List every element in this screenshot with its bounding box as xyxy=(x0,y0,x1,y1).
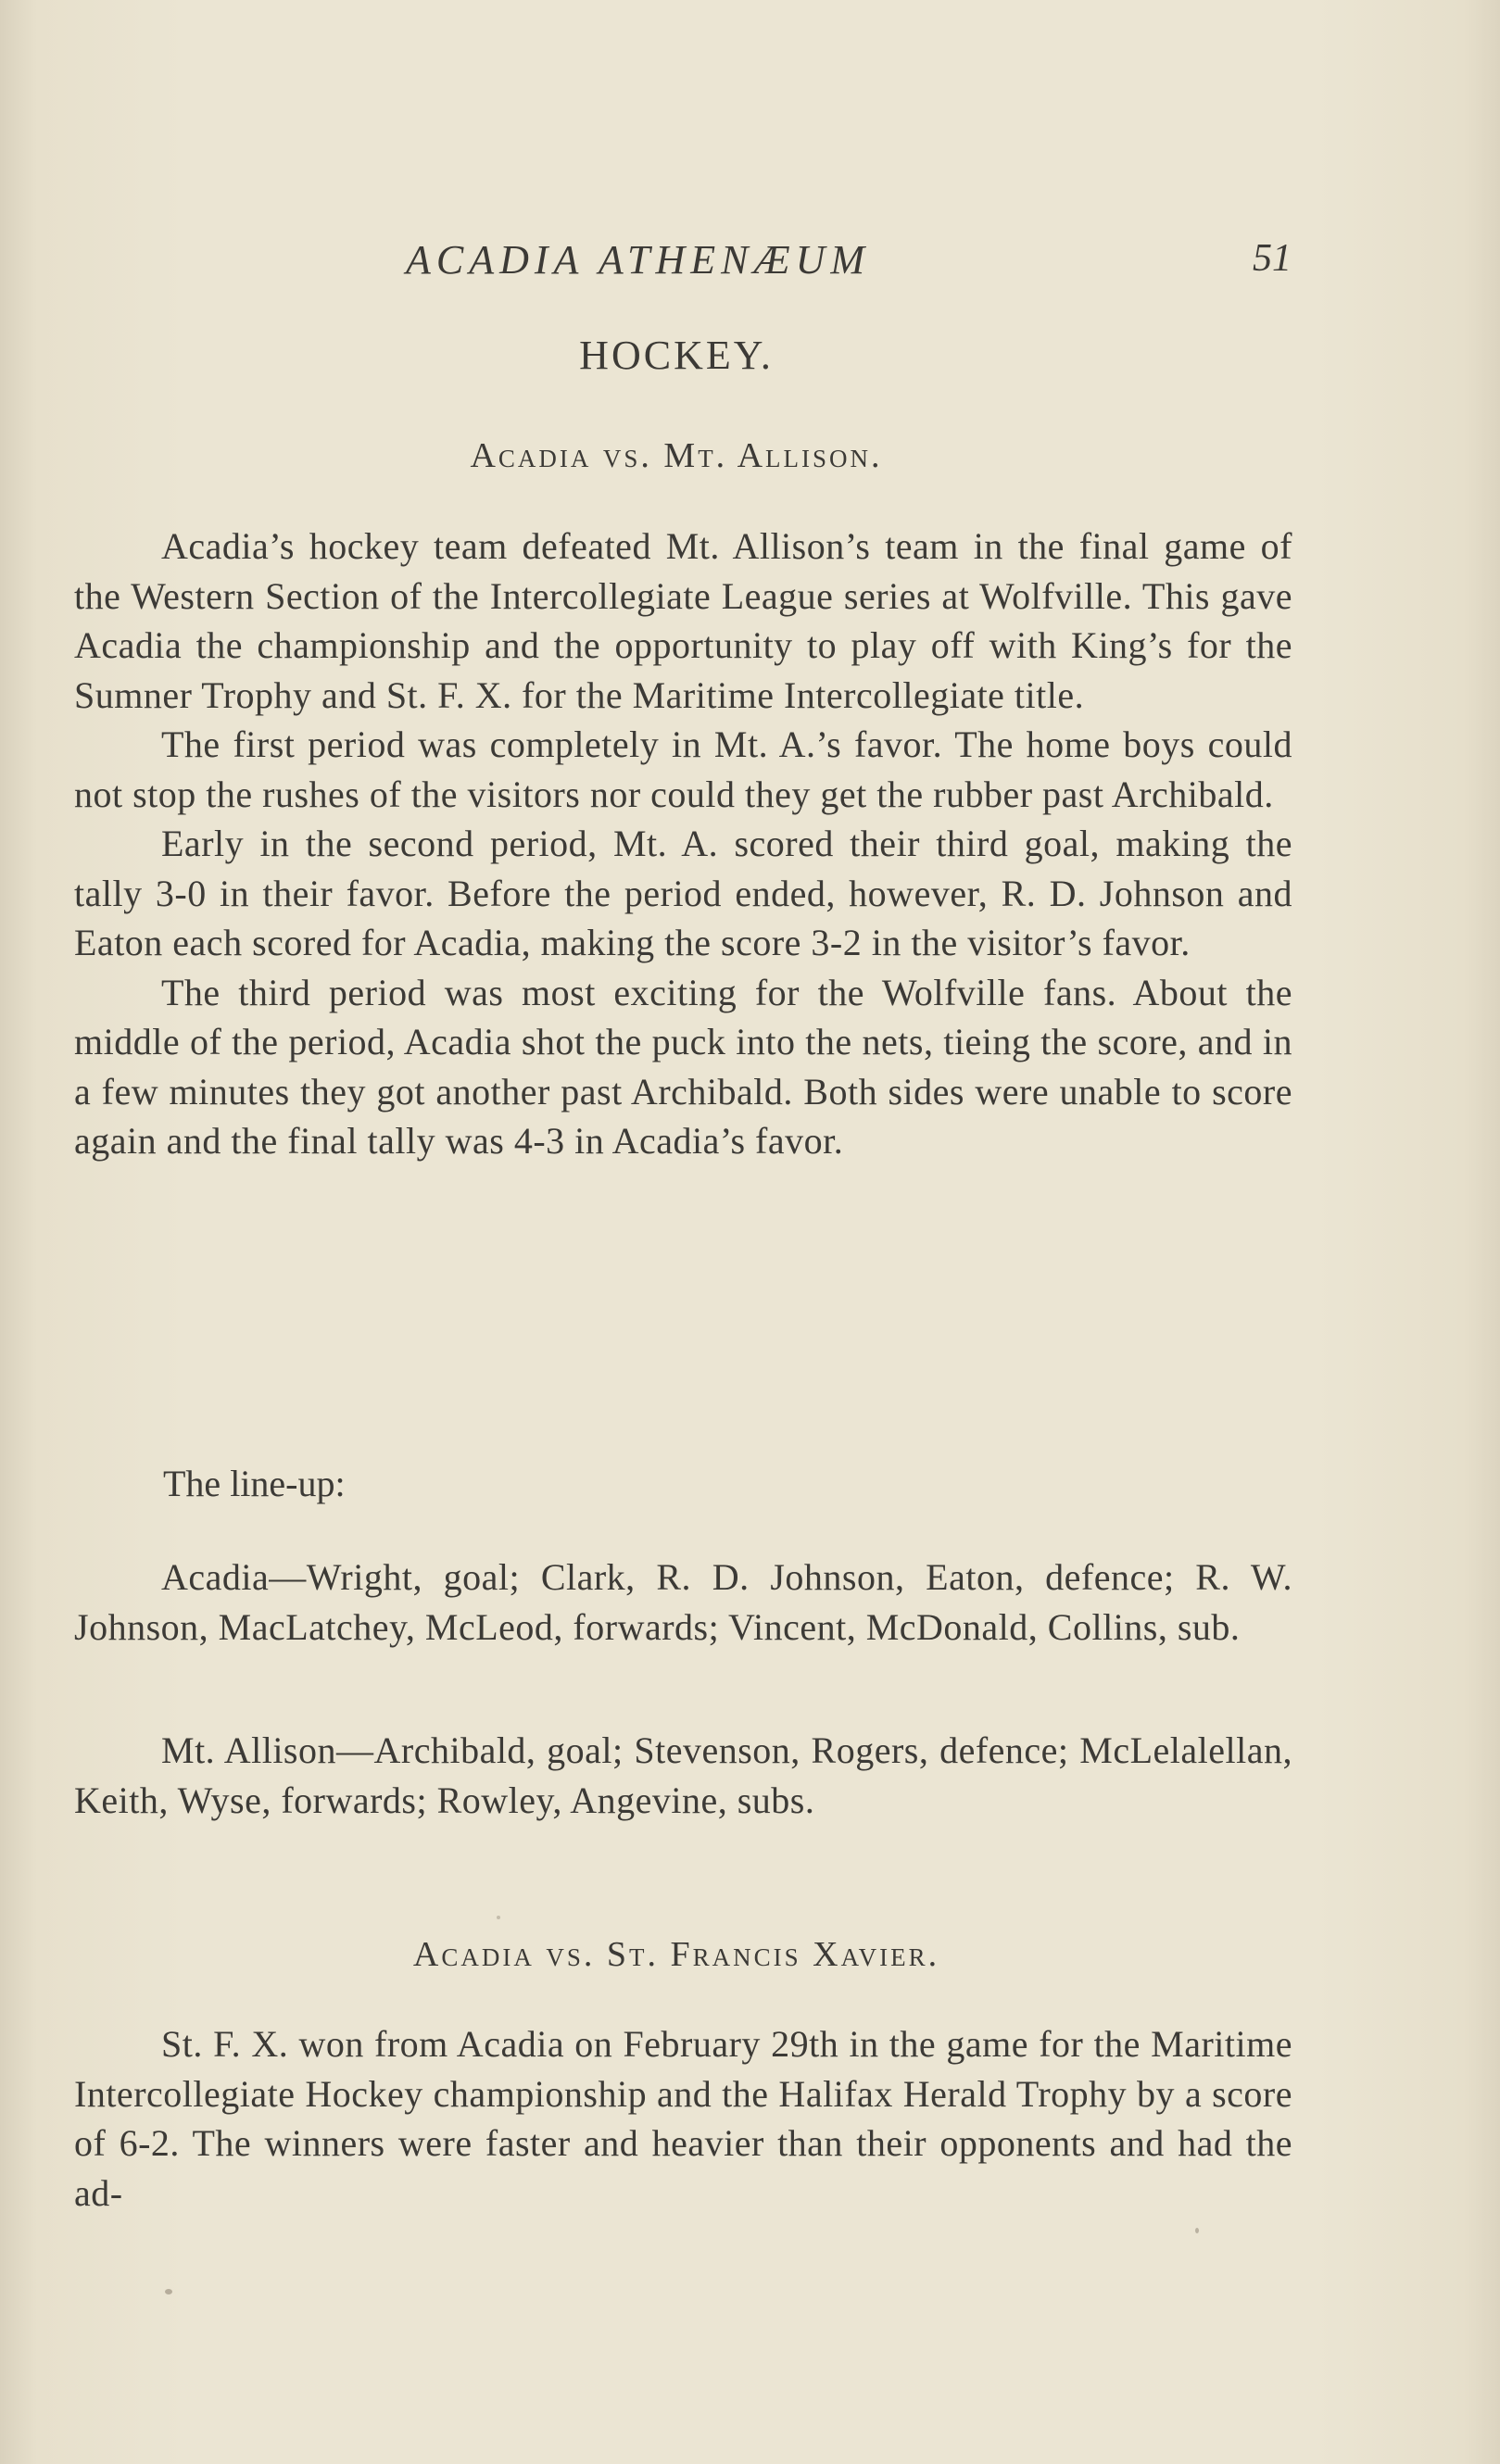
paper-speck xyxy=(165,2289,172,2294)
subhead-acadia-vs-mt-allison: Acadia vs. Mt. Allison. xyxy=(470,436,883,475)
page-number: 51 xyxy=(1253,237,1292,280)
paper-speck xyxy=(1195,2228,1199,2233)
paragraph: Early in the second period, Mt. A. scored their third goal, making the tally 3-0 in their favor. Before the period ended, however, R. D. Johnson and Eaton each scored for Acadia, making the score 3-2 in the visitor’s favor. xyxy=(74,823,1292,963)
paragraph: The third period was most exciting for the Wolfville fans. About the middle of the period, Acadia shot the puck into the nets, tieing the score, and in a few minutes they got another past Archibald. Both sides were unable to score again and the final tally was 4-3 in Acadia’s favor. xyxy=(74,971,1292,1162)
lineup-label: The line-up: xyxy=(163,1463,346,1504)
paragraph: Acadia—Wright, goal; Clark, R. D. Johnson, Eaton, defence; R. W. Johnson, MacLatchey, McLeod, forwards; Vincent, McDonald, Collins, sub. xyxy=(74,1556,1292,1648)
paragraph: St. F. X. won from Acadia on February 29th in the game for the Maritime Intercollegiate Hockey championship and the Halifax Herald Trophy by a score of 6-2. The winners were faster and heavier than their opponents and had the ad- xyxy=(74,2023,1292,2214)
running-title: ACADIA ATHENÆUM xyxy=(406,237,871,283)
paragraph: Acadia’s hockey team defeated Mt. Allison’s team in the final game of the Western Section of the Intercollegiate League series at Wolfville. This gave Acadia the championship and the opportunity to play off with King’s for the Sumner Trophy and St. F. X. for the Maritime Intercollegiate title. xyxy=(74,525,1292,716)
lineup-mt-allison xyxy=(74,1726,1292,1825)
section-title: HOCKEY. xyxy=(579,333,774,378)
game2-report xyxy=(74,2019,1292,2218)
paragraph: The first period was completely in Mt. A.’s favor. The home boys could not stop the rushes of the visitors nor could they get the rubber past Archibald. xyxy=(74,723,1292,815)
paper-speck xyxy=(497,1916,500,1919)
page-header xyxy=(0,236,1500,292)
lineup-acadia xyxy=(74,1553,1292,1652)
subhead-acadia-vs-st-francis-xavier: Acadia vs. St. Francis Xavier. xyxy=(412,1935,940,1974)
paragraph: Mt. Allison—Archibald, goal; Stevenson, Rogers, defence; McLelalellan, Keith, Wyse, forwards; Rowley, Angevine, subs. xyxy=(74,1729,1292,1821)
game1-report xyxy=(74,522,1292,1166)
